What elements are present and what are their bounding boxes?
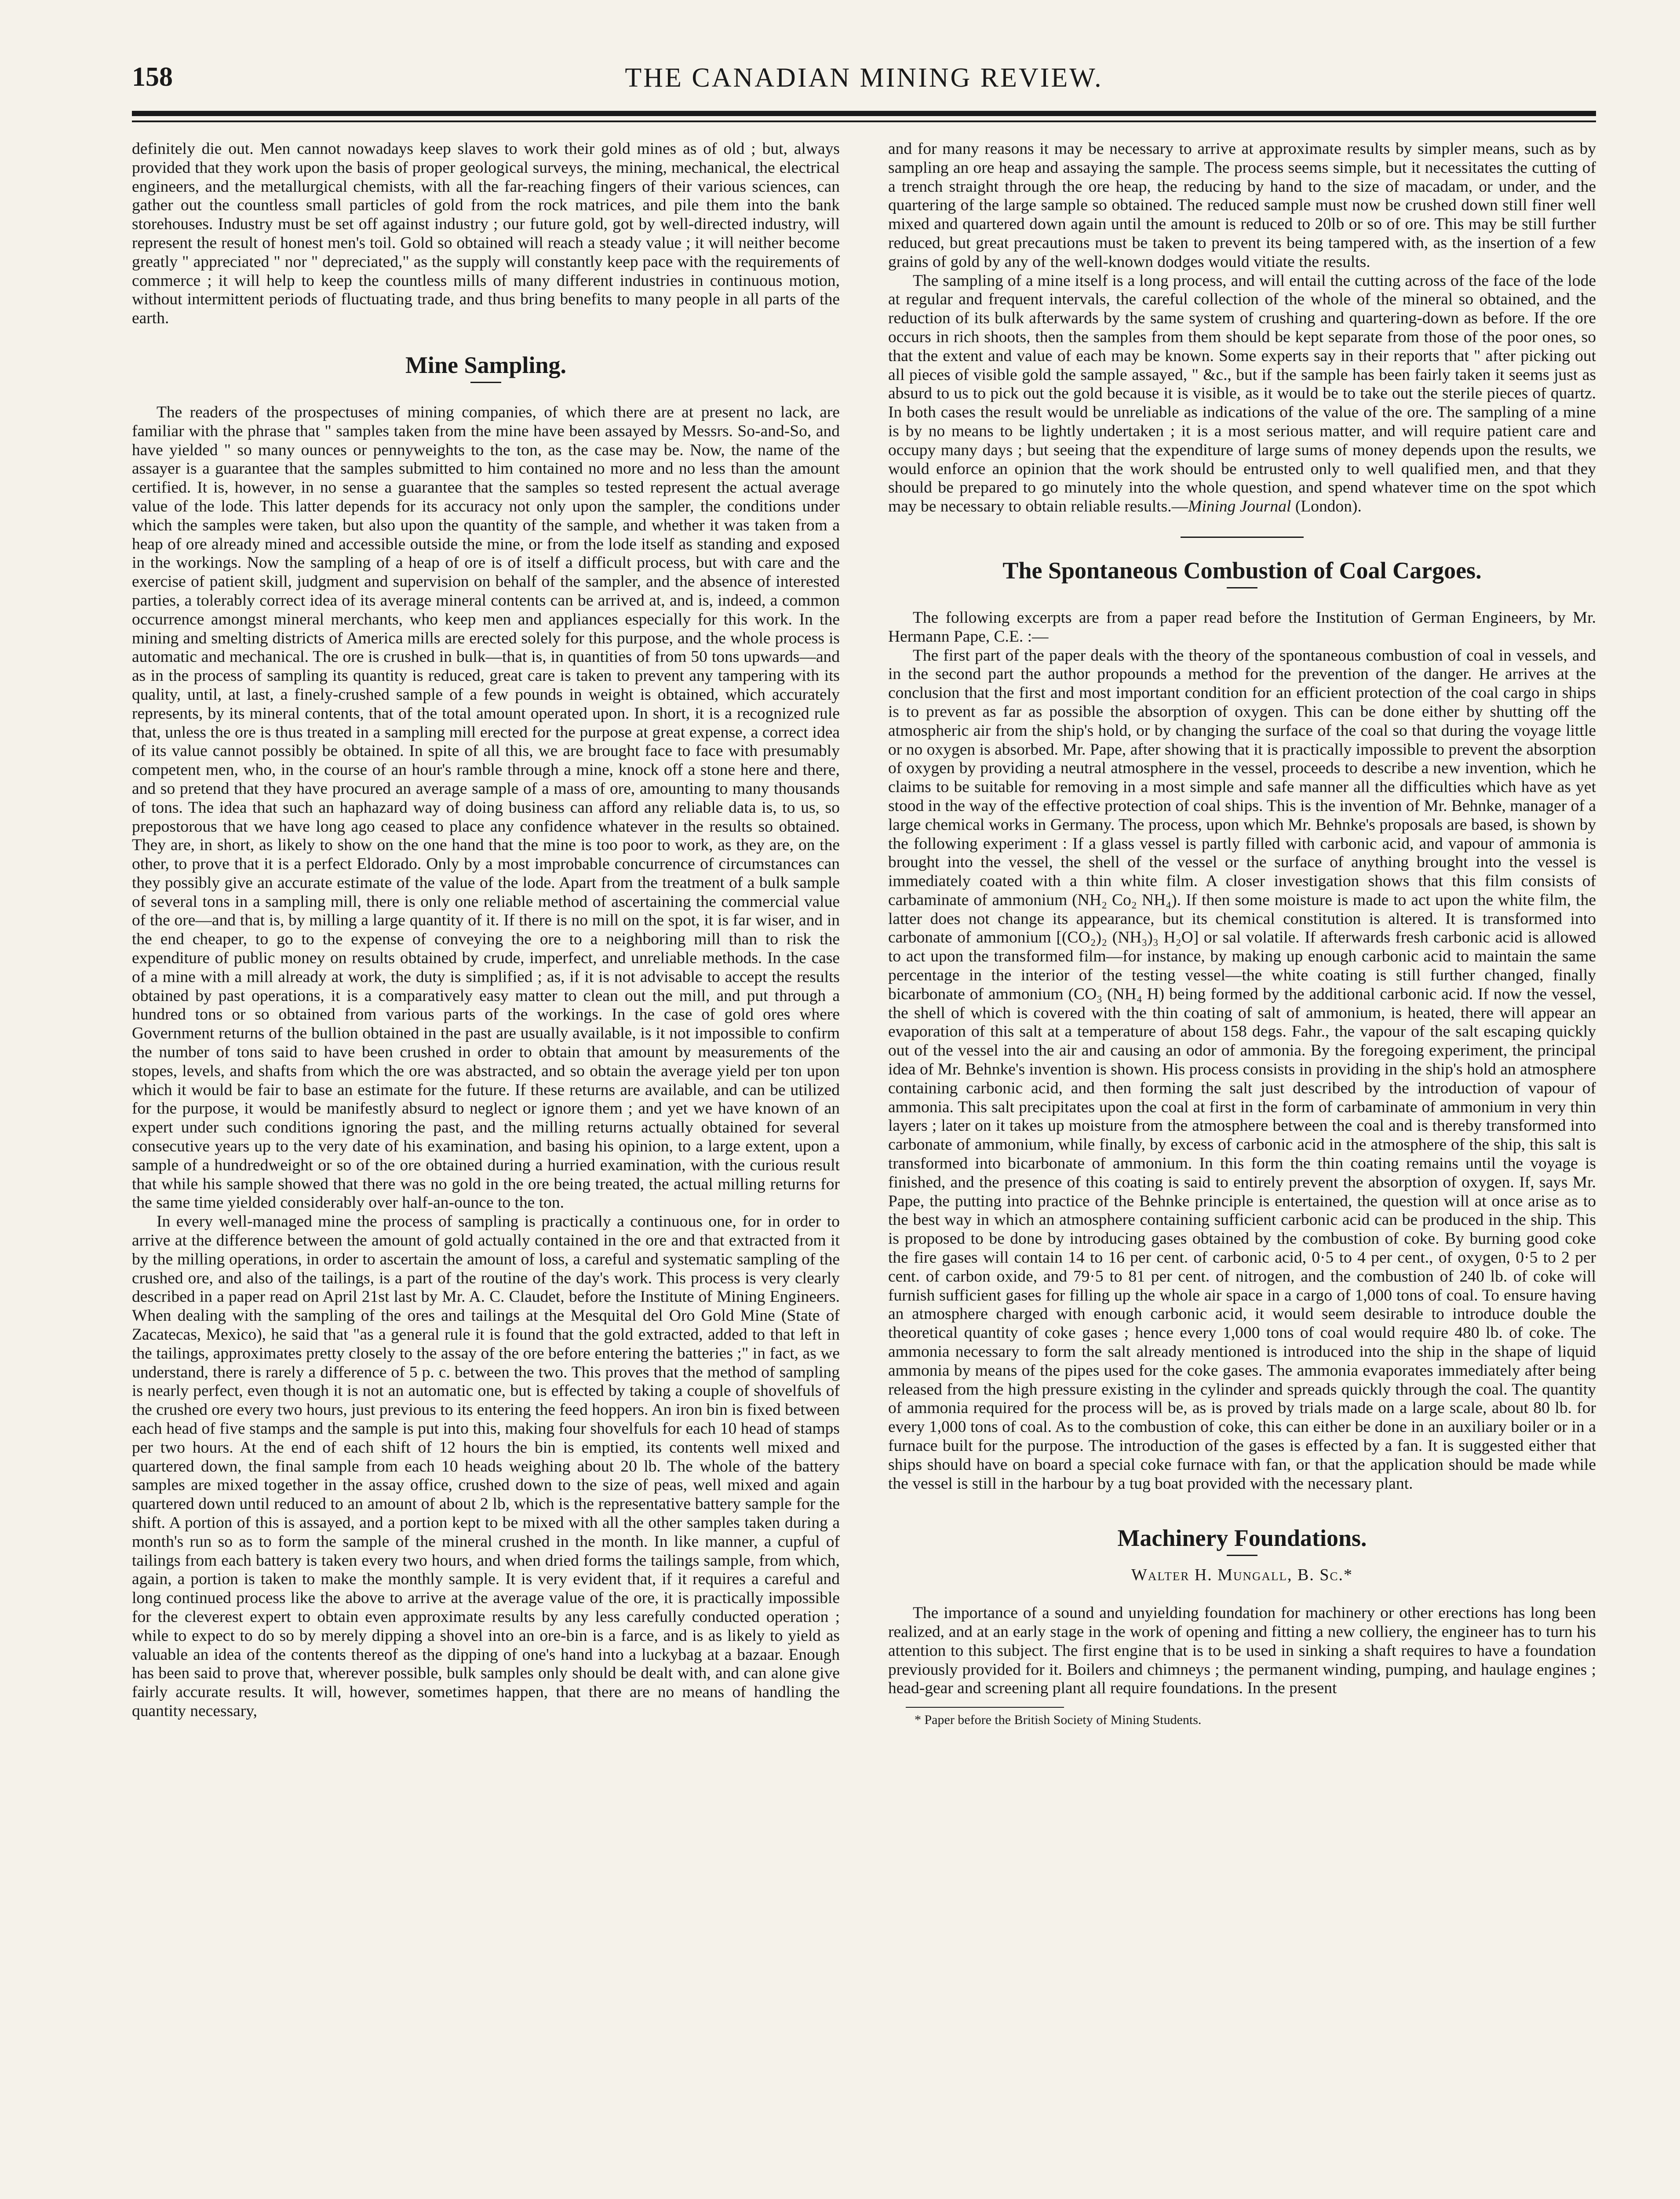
section-divider (1181, 537, 1304, 538)
title-dash (1227, 1555, 1257, 1556)
mine-sampling-continuation-2 (888, 272, 1596, 516)
mine-sampling-paragraph-2: In every well-managed mine the process of sampling is practically a continuous one, for in order to arrive at the difference between the amount of gold actually contained in the ore and that extracted from it by the milling operations, in order to ascertain the amount of loss, a careful and systematic sampling of the crushed ore, and also of the tailings, is a part of the routine of the day's work. This process is very clearly described in a paper read on April 21st last by Mr. A. C. Claudet, before the Institute of Mining Engineers. When dealing with the sampling of the ores and tailings at the Mesquital del Oro Gold Mine (State of Zacatecas, Mexico), he said that "as a general rule it is found that the gold extracted, added to that left in the tailings, approximates pretty closely to the assay of the ore before entering the batteries ;" in fact, as we understand, there is rarely a difference of 5 p. c. between the two. This proves that the method of sampling is nearly perfect, even though it is not an automatic one, but is effected by taking a couple of shovelfuls of the crushed ore every two hours, just previous to its entering the feed hoppers. An iron bin is fixed between each head of five stamps and the sample is put into this, making four shovelfuls for each 10 head of stamps per two hours. At the end of each shift of 12 hours the bin is emptied, its contents well mixed and quartered down, the final sample from each 10 heads weighing about 20 lb. The whole of the battery samples are mixed together in the assay office, crushed down to the size of peas, well mixed and again quartered down until reduced to an amount of about 2 lb, which is the representative battery sample for the shift. A portion of this is assayed, and a portion kept to be mixed with all the other samples taken during a month's run so as to form the sample of the mineral crushed in the month. In like manner, a cupful of tailings from each battery is taken every two hours, and when dried forms the tailings sample, from which, again, a portion is taken to make the monthly sample. It is very evident that, if it requires a careful and long continued process like the above to arrive at the average value of the ore, it is practically impossible for the cleverest expert to obtain even approximate results by any less carefully conducted operation ; while to expect to do so by merely dipping a shovel into an ore-bin is a farce, and is as likely to yield as valuable an idea of the contents thereof as the dipping of one's hand into a luckybag at a bazaar. Enough has been said to prove that, wherever possible, bulk samples only should be dealt with, and can alone give fairly accurate results. It will, however, sometimes happen, that there are no means of handling the quantity necessary, (132, 1213, 840, 1720)
header-rule-thin (132, 121, 1596, 122)
machinery-paragraph-1: The importance of a sound and unyielding foundation for machinery or other erections has long been realized, and at an early stage in the work of opening and fitting a new colliery, the engineer has to turn his attention to this subject. The first engine that is to be used in sinking a shaft requires to have a foundation previously provided for it. Boilers and chimneys ; the permanent winding, pumping, and haulage engines ; head-gear and screening plant all require foundations. In the present (888, 1604, 1596, 1698)
journal-title: THE CANADIAN MINING REVIEW. (625, 63, 1103, 93)
page-number: 158 (132, 62, 173, 92)
author-byline: Walter H. Mungall, B. Sc.* (1131, 1566, 1353, 1585)
continuation-text: The sampling of a mine itself is a long process, and will entail the cutting across of the face of the lode at regular and frequent intervals, the careful collection of the whole of the mineral so obtained, and the reduction of its bulk afterwards by the same system of crushing and quartering-down as before. If the ore occurs in rich shoots, then the samples from them should be kept separate from those of the poor ones, so that the extent and value of each may be known. Some experts say in their reports that " after picking out all pieces of visible gold the sample assayed, " &c., but if the sample has been fairly taken it seems just as absurd to us to pick out the gold because it is visible, as it would be to take out the sterile pieces of quartz. In both cases the result would be unreliable as indications of the value of the ore. The sampling of a mine is by no means to be lightly undertaken ; it is a most serious matter, and will require patient care and occupy many days ; but seeing that the expenditure of large sums of money depends upon the results, we would enforce an opinion that the work should be entrusted only to well qualified men, and that they should be prepared to go minutely into the whole question, and spend whatever time on the spot which may be necessary to obtain reliable results.— (888, 271, 1596, 516)
mine-sampling-paragraph-1: The readers of the prospectuses of mining companies, of which there are at present no lack, are familiar with the phrase that " samples taken from the mine have been assayed by Messrs. So-and-So, and have yielded " so many ounces or pennyweights to the ton, as the case may be. Now, the name of the assayer is a guarantee that the samples submitted to him contained no more and no less than the amount certified. It is, however, in no sense a guarantee that the samples so tested represent the actual average value of the lode. This latter depends for its accuracy not only upon the sampler, the conditions under which the samples were taken, but also upon the quantity of the sample, and whether it was taken from a heap of ore already mined and accessible outside the mine, or from the lode itself as standing and exposed in the workings. Now the sampling of a heap of ore is of itself a difficult process, but with care and the exercise of patient skill, judgment and supervision on behalf of the sampler, and the absence of interested parties, a tolerably correct idea of its average mineral contents can be arrived at, and is, indeed, a common occurrence amongst mineral merchants, who keep men and appliances especially for this work. In the mining and smelting districts of America mills are erected solely for this purpose, and the whole process is automatic and mechanical. The ore is crushed in bulk—that is, in quantities of from 50 tons upwards—and as in the process of sampling its quantity is reduced, great care is taken to prevent any tampering with its quality, until, at last, a finely-crushed sample of a few pounds in weight is obtained, which accurately represents, by its mineral contents, that of the total amount operated upon. In short, it is a recognized rule that, unless the ore is thus treated in a sampling mill erected for the purpose at great expense, a correct idea of its value cannot possibly be obtained. In spite of all this, we are brought face to face with presumably competent men, who, in the course of an hour's ramble through a mine, knock off a stone here and there, and so pretend that they have procured an average sample of a mass of ore, amounting to many thousands of tons. The idea that such an haphazard way of doing business can afford any reliable data is, to us, so prepostorous that we have long ago ceased to place any confidence whatever in the results so obtained. They are, in short, as likely to show on the one hand that the mine is too poor to work, as they are, on the other, to prove that it is a perfect Eldorado. Only by a most improbable concurrence of circumstances can they possibly give an accurate estimate of the value of the lode. Apart from the treatment of a bulk sample of several tons in a sampling mill, there is only one reliable method of ascertaining the commercial value of the ore—and that is, by milling a large quantity of it. If there is no mill on the spot, it is far wiser, and in the end cheaper, to go to the expense of conveying the ore to a neighboring mill than to risk the expenditure of public money on results obtained by crude, imperfect, and unreliable methods. In the case of a mine with a mill already at work, the duty is simplified ; as, if it is not advisable to accept the results obtained by past operations, it is a comparatively easy matter to clean out the mill, and put through a hundred tons or so obtained from various parts of the workings. In the case of gold ores where Government returns of the bullion obtained in the past are usually available, is it not impossible to confirm the number of tons said to have been crushed in order to obtain that amount by measurements of the stopes, levels, and shafts from which the ore was abstracted, and so obtain the average yield per ton upon which it would be fair to base an estimate for the future. If these returns are available, and can be utilized for the purpose, it would be manifestly absurd to neglect or ignore them ; and yet we have known of an expert under such conditions ignoring the past, and the milling returns actually obtained for several consecutive years up to the very date of his examination, and basing his opinion, to a large extent, upon a sample of a hundredweight or so of the ore obtained during a hurried examination, with the curious result that while his sample showed that there was no gold in the ore being treated, the actual milling returns for the same time yielded considerably over half-an-ounce to the ton. (132, 403, 840, 1212)
left-column (132, 140, 840, 2199)
footnote: * Paper before the British Society of Mining Students. (915, 1713, 1202, 1728)
intro-paragraph: definitely die out. Men cannot nowadays keep slaves to work their gold mines as of old ; but, always provided that they work upon the basis of proper geological surveys, the mining, mechanical, the electrical engineers, and the metallurgical chemists, with all the far-reaching fingers of their various sciences, can gather out the countless small particles of gold from the rock matrices, and pile them into the bank storehouses. Industry must be set off against industry ; our future gold, got by well-directed industry, will represent the result of honest men's toil. Gold so obtained will reach a steady value ; it will neither become greatly " appreciated " nor " depreciated," as the supply will constantly keep pace with the requirements of commerce ; it will help to keep the countless mills of many different industries in continuous motion, without intermittent periods of fluctuating trade, and thus bring benefits to many people in all parts of the earth. (132, 140, 840, 328)
mine-sampling-continuation-1: and for many reasons it may be necessary to arrive at approximate results by simpler means, such as by sampling an ore heap and assaying the sample. The process seems simple, but it necessitates the cutting of a trench straight through the ore heap, the reducing by hand to the size of macadam, or under, and the quartering of the large sample so obtained. The reduced sample must now be crushed down still finer well mixed and quartered down again until the amount is reduced to 20lb or so of ore. This may be still further reduced, but great precautions must be taken to prevent its being tampered with, as the insertion of a few grains of gold by any of the well-known dodges would vitiate the results. (888, 140, 1596, 271)
coal-paragraph-2: The first part of the paper deals with the theory of the spontaneous combustion of coal in vessels, and in the second part the author propounds a method for the prevention of the danger. He arrives at the conclusion that the first and most important condition for an efficient protection of the coal cargo in ships is to prevent as far as possible the absorption of oxygen. This can be done either by shutting off the atmospheric air from the ship's hold, or by changing the surface of the coal so that during the voyage little or no oxygen is absorbed. Mr. Pape, after showing that it is practically impossible to prevent the absorption of oxygen by providing a neutral atmosphere in the vessel, proceeds to describe a new invention, which he claims to be suitable for removing in a most simple and safe manner all the difficulties which have as yet stood in the way of the effective protection of coal ships. This is the invention of Mr. Behnke, manager of a large chemical works in Germany. The process, upon which Mr. Behnke's proposals are based, is shown by the following experiment : If a glass vessel is partly filled with carbonic acid, and vapour of ammonia is brought into the vessel, the shell of the vessel or the surface of anything brought into the vessel is immediately coated with a thin white film. A closer investigation shows that this film consists of carbaminate of ammonium (NH₂ Co₂ NH₄). If then some moisture is made to act upon the white film, the latter does not change its appearance, but its chemical constitution is altered. It is transformed into carbonate of ammonium [(CO₂)₂ (NH₃)₃ H₂O] or sal volatile. If afterwards fresh carbonic acid is allowed to act upon the transformed film—for instance, by making up enough carbonic acid to maintain the same percentage in the interior of the testing vessel—the white coating is still further changed, finally bicarbonate of ammonium (CO₃ (NH₄ H) being formed by the additional carbonic acid. If now the vessel, the shell of which is covered with the thin coating of salt of ammonium, is heated, there will appear an evaporation of this salt at a temperature of about 158 degs. Fahr., the vapour of the salt escaping quickly out of the vessel into the air and causing an odor of ammonia. By the foregoing experiment, the principal idea of Mr. Behnke's invention is shown. His process consists in providing in the ship's hold an atmosphere containing carbonic acid, and then forming the salt just described by the introduction of vapour of ammonia. This salt precipitates upon the coal at first in the form of carbaminate of ammonium in very thin layers ; later on it takes up moisture from the atmosphere between the coal and is thereby transformed into carbonate of ammonium, while finally, by excess of carbonic acid in the atmosphere of the ship, this salt is transformed into bicarbonate of ammonium. In this form the thin coating remains until the voyage is finished, and the presence of this coating is said to entirely prevent the absorption of oxygen. If, says Mr. Pape, the putting into practice of the Behnke principle is entertained, the question will at once arise as to the best way in which an atmosphere containing sufficient carbonic acid can be produced in the ship. This is proposed to be done by introducing gases obtained by the combustion of coke. By burning good coke the fire gases will contain 14 to 16 per cent. of carbonic acid, 0·5 to 4 per cent., of oxygen, 0·5 to 2 per cent. of carbon oxide, and 79·5 to 81 per cent. of nitrogen, and the combustion of 240 lb. of coke will furnish sufficient gases for filling up the whole air space in a cargo of 1,000 tons of coal. To ensure having an atmosphere charged with enough carbonic acid, it would seem desirable to introduce double the theoretical quantity of coke gases ; hence every 1,000 tons of coal would require 480 lb. of coke. The ammonia necessary to form the salt already mentioned is introduced into the ship in the shape of liquid ammonia by means of the pipes used for the coke gases. The ammonia evaporates immediately after being released from the high pressure existing in the cylinder and spreads quickly through the coal. The quantity of ammonia required for the process will be, as is proved by trials made on a large scale, about 80 lb. for every 1,000 tons of coal. As to the combustion of coke, this can either be done in an auxiliary boiler or in a furnace built for the purpose. The introduction of the gases is effected by a fan. It is suggested either that ships should have on board a special coke furnace with fan, or that the application should be made while the vessel is still in the harbour by a tug boat provided with the necessary plant. (888, 646, 1596, 1493)
mine-sampling-title: Mine Sampling. (405, 351, 567, 378)
page-header (132, 57, 1596, 106)
header-rule-thick (132, 111, 1596, 116)
machinery-foundations-title: Machinery Foundations. (1117, 1525, 1367, 1552)
source-journal: Mining Journal (1188, 497, 1291, 516)
right-column (888, 140, 1596, 2199)
title-dash (470, 382, 501, 383)
title-dash (1227, 587, 1257, 588)
source-location: (London). (1291, 497, 1362, 516)
coal-cargoes-title: The Spontaneous Combustion of Coal Cargoes. (1002, 557, 1482, 584)
coal-paragraph-1: The following excerpts are from a paper read before the Institution of German Engineers, by Mr. Hermann Pape, C.E. :— (888, 608, 1596, 646)
footnote-rule (906, 1707, 1064, 1708)
